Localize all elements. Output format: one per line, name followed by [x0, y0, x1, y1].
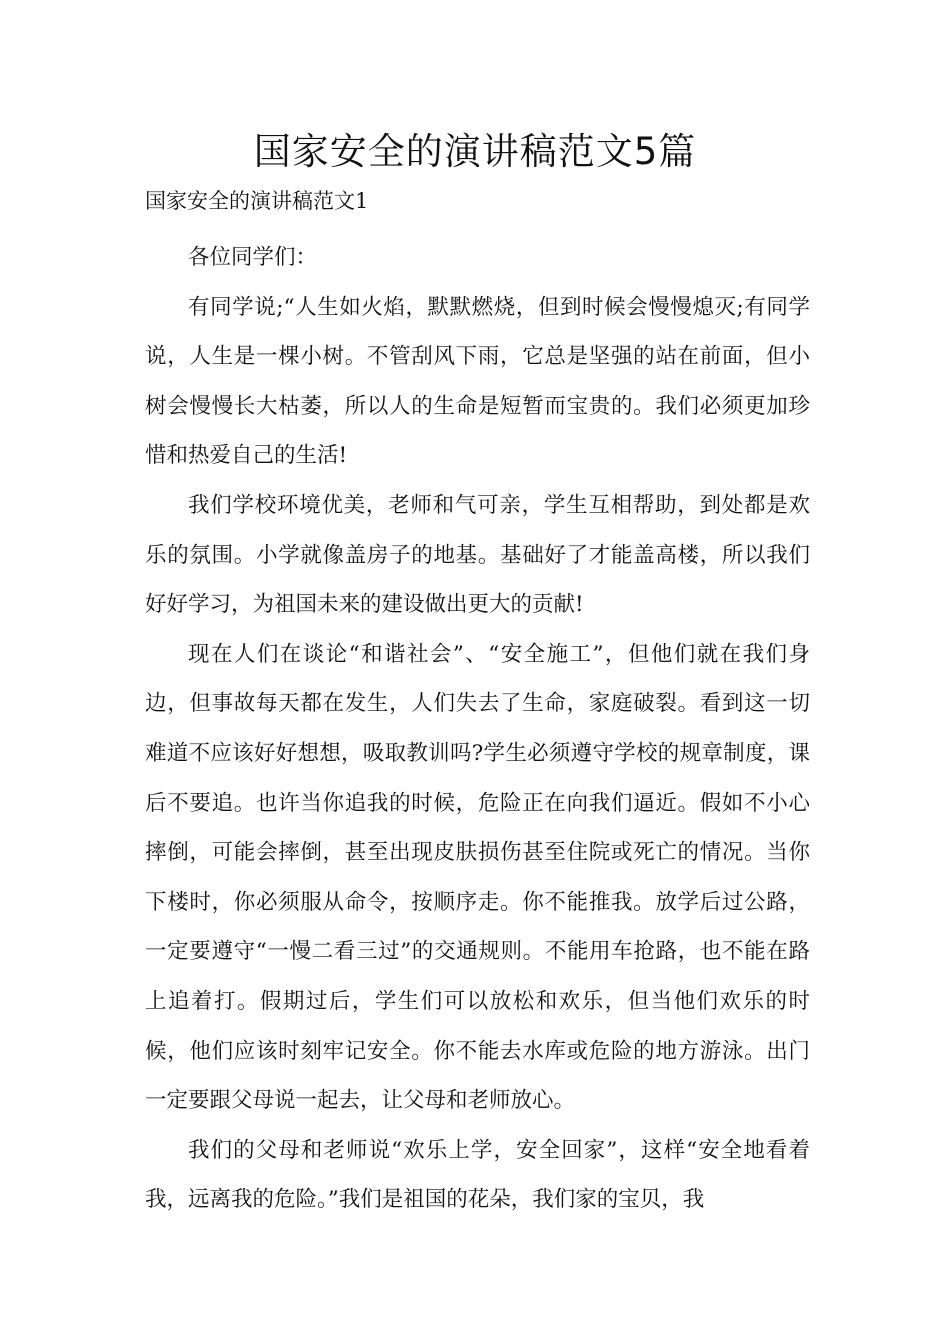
- paragraph-greeting: 各位同学们：: [188, 245, 318, 270]
- document-subtitle: 国家安全的演讲稿范文1: [145, 189, 369, 213]
- document-title: 国家安全的演讲稿范文5篇: [253, 130, 697, 173]
- document-body: [145, 233, 810, 1225]
- paragraph-school: 我们学校环境优美，老师和气可亲，学生互相帮助，到处都是欢乐的氛围。小学就像盖房子的地基。基础好了才能盖高楼，所以我们好好学习，为祖国未来的建设做出更大的贡献!: [145, 492, 810, 618]
- paragraph-life: 有同学说;“人生如火焰，默默燃烧，但到时候会慢慢熄灭;有同学说，人生是一棵小树。不管刮风下雨，它总是坚强的站在前面，但小树会慢慢长大枯萎，所以人的生命是短暂而宝贵的。我们必须更加珍惜和热爱自己的生活!: [145, 294, 810, 469]
- paragraph-parents: 我们的父母和老师说“欢乐上学，安全回家”，这样“安全地看着我，远离我的危险。”我们是祖国的花朵，我们家的宝贝，我: [145, 1137, 810, 1213]
- paragraph-safety: 现在人们在谈论“和谐社会”、“安全施工”，但他们就在我们身边，但事故每天都在发生，人们失去了生命，家庭破裂。看到这一切难道不应该好好想想，吸取教训吗?学生必须遵守学校的规章制度，课后不要追。也许当你追我的时候，危险正在向我们逼近。假如不小心摔倒，可能会摔倒，甚至出现皮肤损伤甚至住院或死亡的情况。当你下楼时，你必须服从命令，按顺序走。你不能推我。放学后过公路，一定要遵守“一慢二看三过”的交通规则。不能用车抢路，也不能在路上追着打。假期过后，学生们可以放松和欢乐，但当他们欢乐的时候，他们应该时刻牢记安全。你不能去水库或危险的地方游泳。出门一定要跟父母说一起去，让父母和老师放心。: [145, 641, 810, 1114]
